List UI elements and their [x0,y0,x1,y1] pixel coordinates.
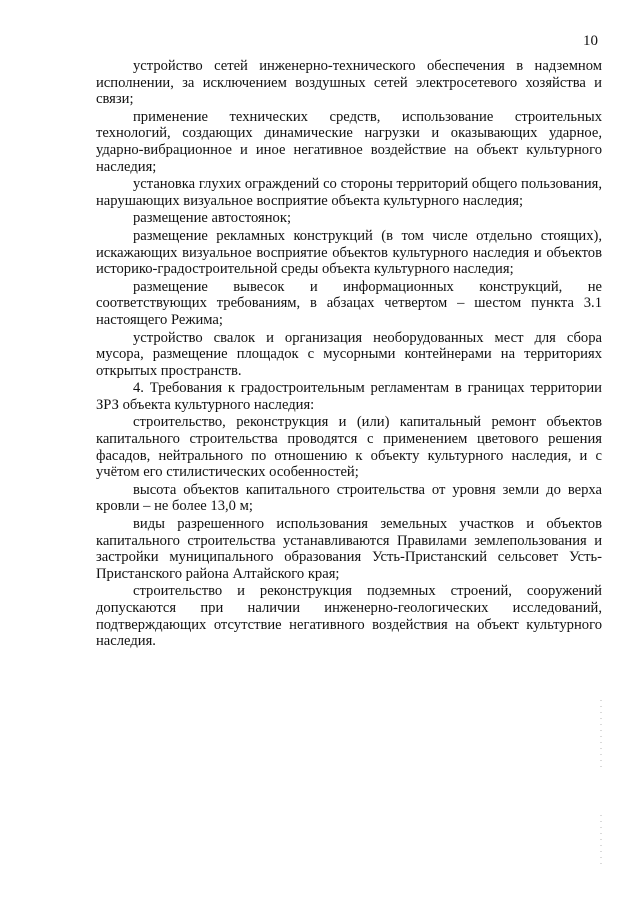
paragraph-6: размещение вывесок и информационных конструкций, не соответствующих требованиям, в абзацах четвертом – шестом пункта 3.1 настоящего Режима; [96,278,602,328]
scan-artifact-dots [600,700,602,770]
page-number: 10 [583,33,598,49]
paragraph-8-section-heading: 4. Требования к градостроительным регламентам в границах территории ЗРЗ объекта культурного наследия: [96,380,602,413]
paragraph-9: строительство, реконструкция и (или) капитальный ремонт объектов капитального строительства проводятся с применением цветового решения фасадов, нейтрального по отношению к объекту культурного наследия, и с учётом его стилистических особенностей; [96,414,602,481]
paragraph-10: высота объектов капитального строительства от уровня земли до верха кровли – не более 13,0 м; [96,481,602,515]
paragraph-11: виды разрешенного использования земельных участков и объектов капитального строительства устанавливаются Правилами землепользования и застройки муниципального образования Усть-Пристанский сельсовет Усть-Пристанского района Алтайского края; [96,516,602,582]
paragraph-4: размещение автостоянок; [133,210,292,227]
document-body [96,58,602,650]
paragraph-3: установка глухих ограждений со стороны территорий общего пользования, нарушающих визуальное восприятие объекта культурного наследия; [96,176,602,209]
paragraph-12: строительство и реконструкция подземных строений, сооружений допускаются при наличии инженерно-геологических исследований, подтверждающих отсутствие негативного воздействия на объект культурного наследия. [96,583,602,650]
paragraph-2: применение технических средств, использование строительных технологий, создающих динамические нагрузки и оказывающих ударное, ударно-вибрационное и иное негативное воздействие на объект культурного наследия; [96,108,602,175]
scan-artifact-dots [600,815,602,865]
paragraph-1: устройство сетей инженерно-технического обеспечения в надземном исполнении, за исключением воздушных сетей электросетевого хозяйства и связи; [96,58,602,108]
paragraph-5: размещение рекламных конструкций (в том числе отдельно стоящих), искажающих визуальное восприятие объектов культурного наследия и объектов историко-градостроительной среды объекта культурного наследия; [96,227,602,278]
paragraph-7: устройство свалок и организация необорудованных мест для сбора мусора, размещение площадок с мусорными контейнерами на территориях открытых пространств. [96,329,602,379]
